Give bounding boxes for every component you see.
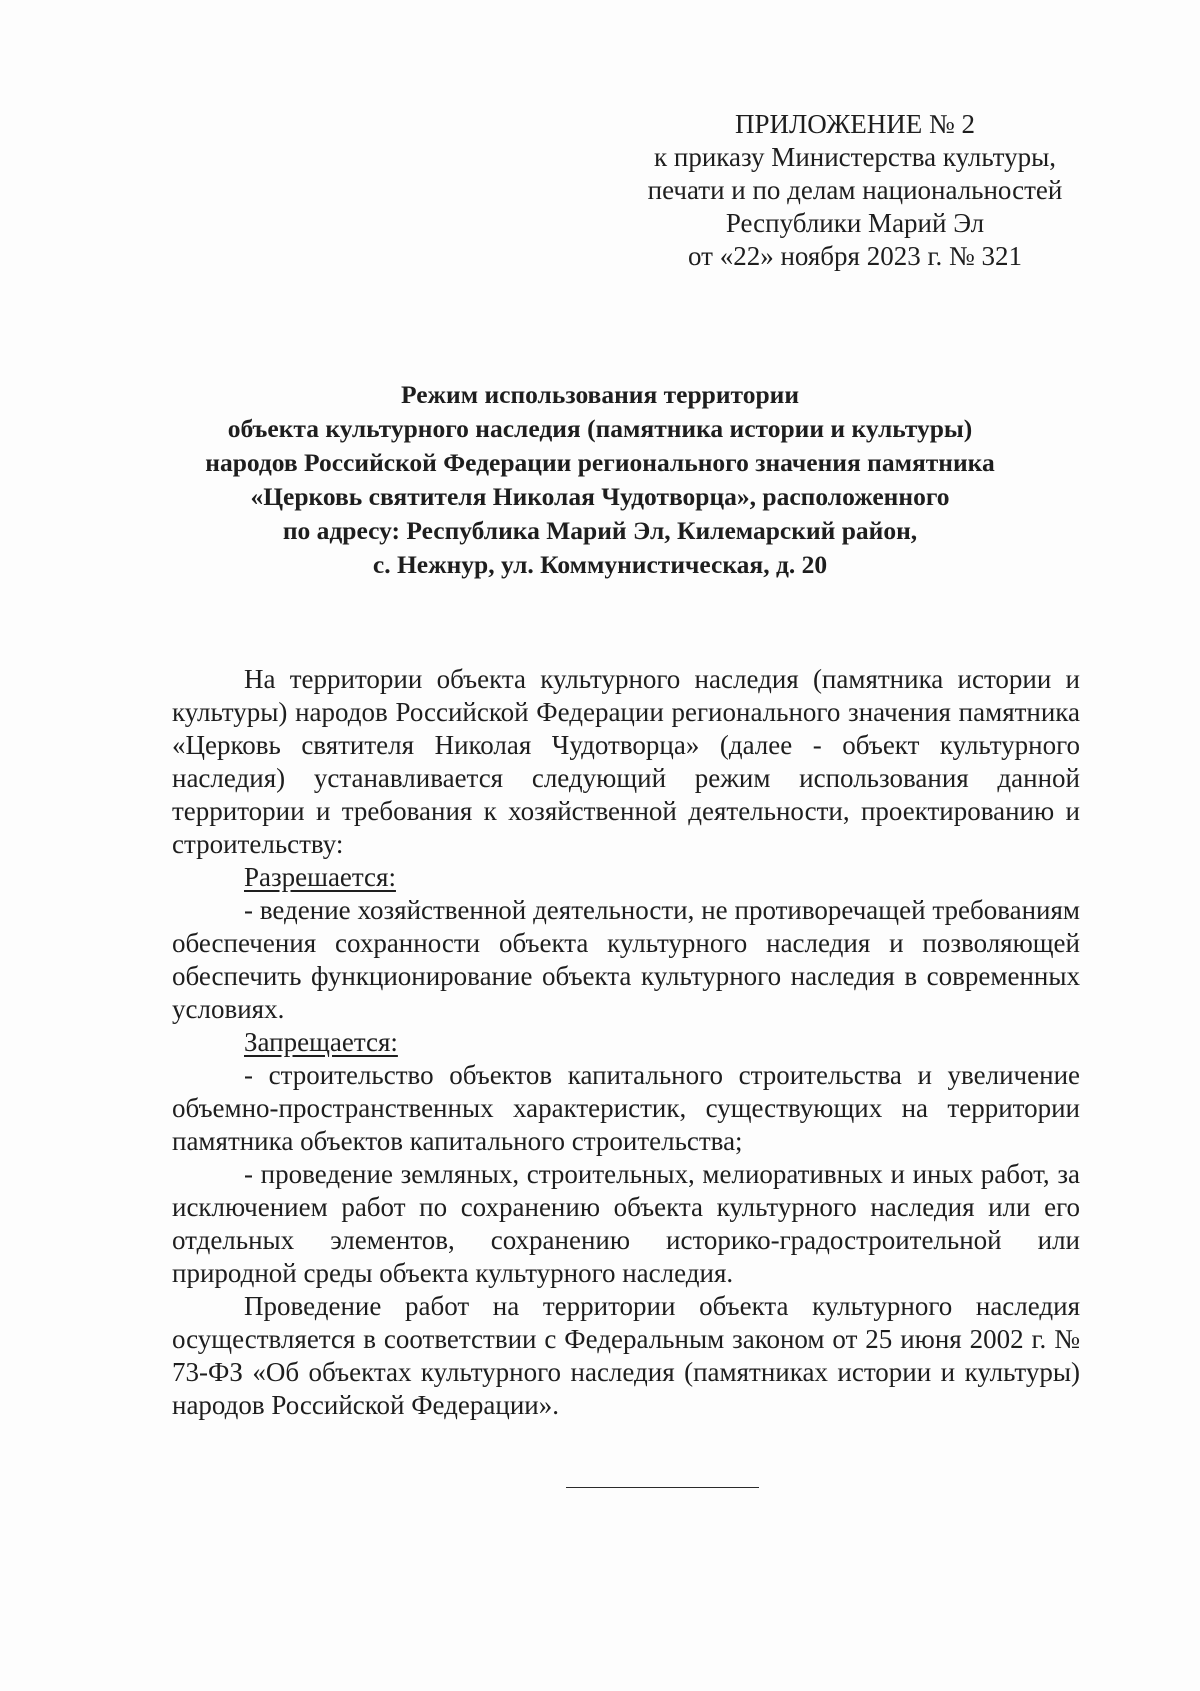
appendix-line: Республики Марий Эл: [725, 208, 985, 238]
appendix-order-date: от «22» ноября 2023 г. № 321: [688, 241, 1022, 271]
appendix-block: [600, 108, 1110, 273]
title-line: «Церковь святителя Николая Чудотворца», расположенного: [250, 482, 950, 511]
title-line: народов Российской Федерации регионального значения памятника: [205, 448, 995, 477]
document-body: [172, 663, 1080, 1422]
appendix-number: ПРИЛОЖЕНИЕ № 2: [734, 109, 976, 139]
forbidden-item: - строительство объектов капитального строительства и увеличение объемно-пространственных характеристик, существующих на территории памятника объектов капитального строительства;: [172, 1060, 1080, 1156]
appendix-line: к приказу Министерства культуры,: [654, 142, 1056, 172]
intro-paragraph: На территории объекта культурного наследия (памятника истории и культуры) народов Российской Федерации регионального значения памятника «Церковь святителя Николая Чудотворца» (далее - объект культурного наследия) устанавливается следующий режим использования данной территории и требования к хозяйственной деятельности, проектированию и строительству:: [172, 664, 1080, 859]
allowed-heading: Разрешается:: [244, 862, 396, 892]
title-line: объекта культурного наследия (памятника истории и культуры): [227, 414, 973, 443]
end-divider: [566, 1487, 759, 1488]
allowed-item: - ведение хозяйственной деятельности, не противоречащей требованиям обеспечения сохранности объекта культурного наследия и позволяющей обеспечить функционирование объекта культурного наследия в современных условиях.: [172, 895, 1080, 1024]
title-line: по адресу: Республика Марий Эл, Килемарский район,: [282, 516, 918, 545]
appendix-line: печати и по делам национальностей: [647, 175, 1063, 205]
closing-paragraph: Проведение работ на территории объекта культурного наследия осуществляется в соответствии с Федеральным законом от 25 июня 2002 г. № 73-ФЗ «Об объектах культурного наследия (памятниках истории и культуры) народов Российской Федерации».: [172, 1291, 1080, 1420]
title-line: с. Нежнур, ул. Коммунистическая, д. 20: [372, 550, 828, 579]
forbidden-item: - проведение земляных, строительных, мелиоративных и иных работ, за исключением работ по сохранению объекта культурного наследия или его отдельных элементов, сохранению историко-градостроительной или природной среды объекта культурного наследия.: [172, 1159, 1080, 1288]
title-line: Режим использования территории: [400, 380, 800, 409]
document-title: [150, 378, 1050, 582]
forbidden-heading: Запрещается:: [244, 1027, 398, 1057]
